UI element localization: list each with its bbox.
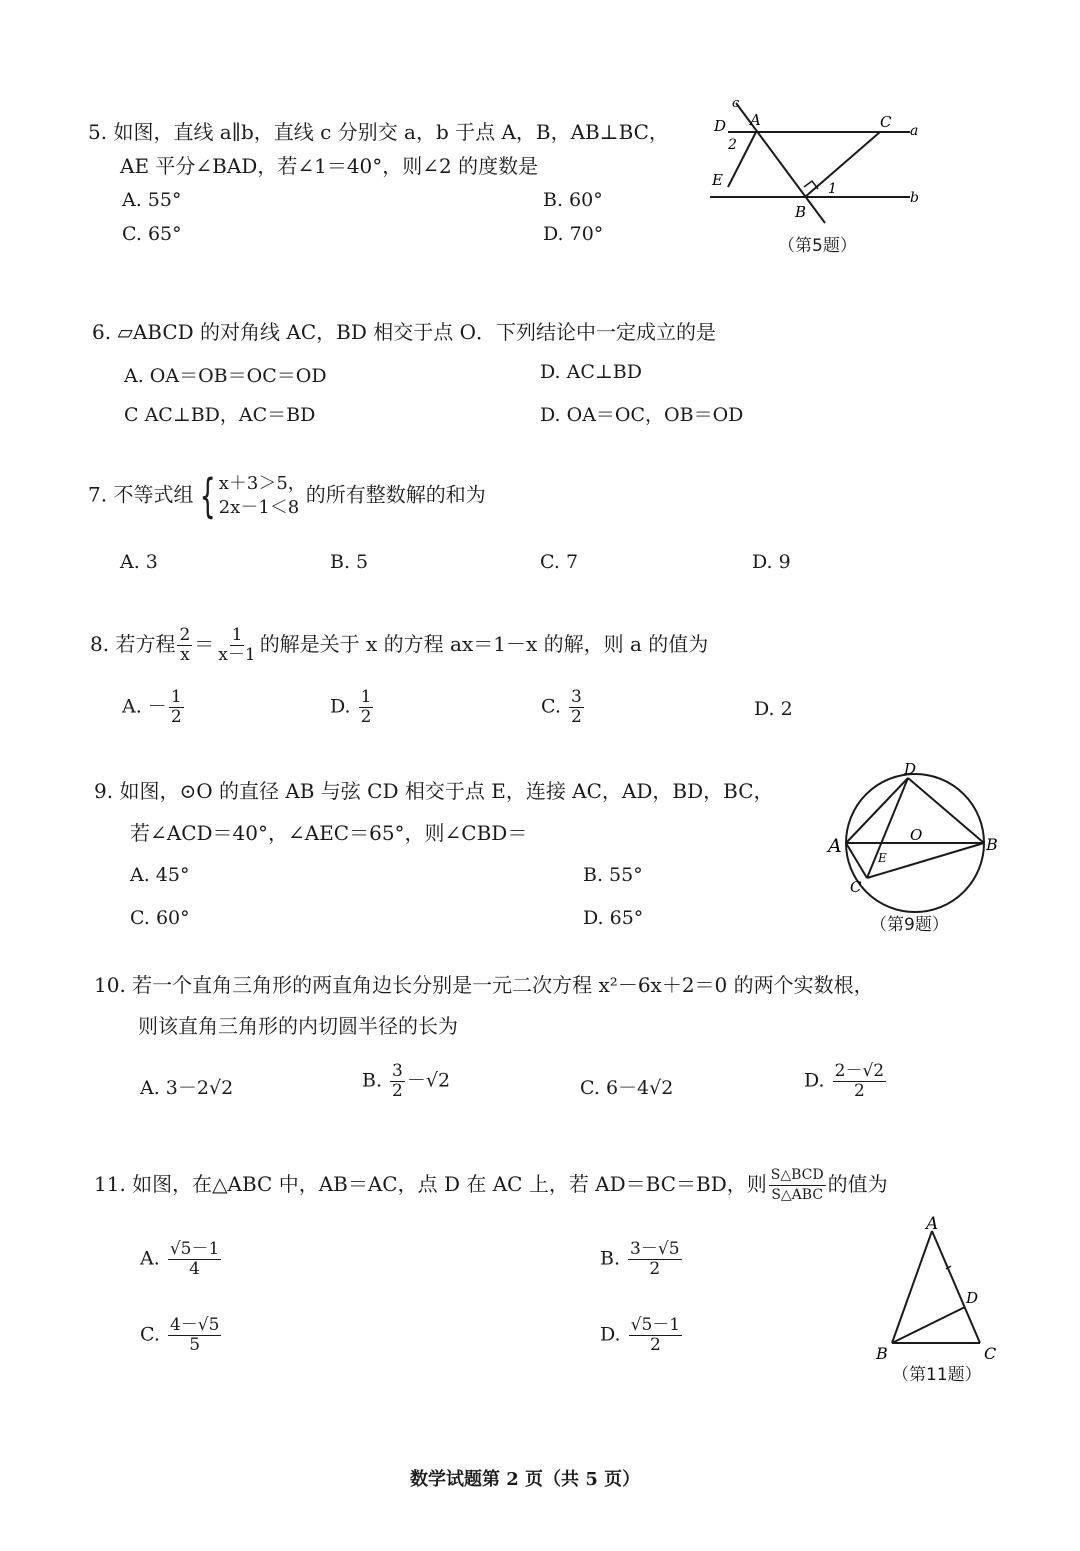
q6-option-b: D. AC⊥BD <box>540 361 642 383</box>
q10-option-d: D. $\frac{2-√2}{2}$ <box>804 1061 885 1101</box>
q8-option-c: C. $\frac{3}{2}$ <box>541 687 582 727</box>
label: B <box>795 203 807 221</box>
q9-option-d: D. 65° <box>583 907 644 929</box>
q5-option-c: C. 65° <box>122 223 182 245</box>
inequality-system: { x＋3＞5， 2x－1＜8 <box>200 469 306 523</box>
q10-option-b: B. $\frac{3}{2}$ －√2 <box>362 1061 451 1101</box>
q8-prefix: 8. 若方程 <box>90 632 176 656</box>
q10-option-a: A. 3－2√2 <box>140 1077 234 1099</box>
label: 2 <box>728 137 737 153</box>
label: a <box>910 123 919 139</box>
q7-stem <box>88 469 486 523</box>
q5-figure-caption: （第5题） <box>778 236 857 256</box>
fraction: $\frac{2}{x}$ <box>179 625 191 665</box>
q6-option-a: A. OA＝OB＝OC＝OD <box>124 365 327 387</box>
label: C <box>880 113 892 131</box>
label: C <box>850 878 862 896</box>
inequality-line2: 2x－1＜8 <box>218 497 300 518</box>
label: B <box>986 835 998 854</box>
q11-option-d: D. $\frac{√5-1}{2}$ <box>600 1315 681 1355</box>
label: A <box>750 111 761 129</box>
q5-stem-line2: AE 平分∠BAD，若∠1＝40°，则∠2 的度数是 <box>120 154 539 178</box>
label: E <box>712 171 723 189</box>
q7-option-c: C. 7 <box>540 551 579 573</box>
q5-stem-line1: 5. 如图，直线 a∥b，直线 c 分别交 a，b 于点 A，B，AB⊥BC， <box>88 120 669 144</box>
q6-stem: 6. ▱ABCD 的对角线 AC，BD 相交于点 O．下列结论中一定成立的是 <box>92 320 716 344</box>
q8-stem <box>90 626 708 665</box>
label: c <box>732 96 740 111</box>
equals-sign: ＝ <box>194 632 215 656</box>
fraction: $\frac{1}{x-1}$ <box>218 625 256 665</box>
q7-prefix: 7. 不等式组 <box>88 482 194 507</box>
inequality-line1: x＋3＞5， <box>218 473 306 494</box>
q5-option-b: B. 60° <box>543 189 603 211</box>
chord-cd <box>867 778 908 878</box>
label: O <box>910 826 923 844</box>
q6-option-c: C AC⊥BD，AC＝BD <box>124 404 316 426</box>
label: A <box>926 1214 939 1234</box>
q9-option-c: C. 60° <box>130 907 190 929</box>
q9-option-b: B. 55° <box>583 864 643 886</box>
label: A <box>828 835 842 857</box>
q8-option-d: D. 2 <box>754 698 793 720</box>
q11-prefix: 11. 如图，在△ABC 中，AB＝AC，点 D 在 AC 上，若 AD＝BC＝BD，则 <box>94 1172 767 1196</box>
fraction: $\frac{\text{S△BCD}}{\text{S△ABC}}$ <box>770 1167 824 1203</box>
label: D <box>714 117 727 135</box>
q11-option-a: A. $\frac{√5-1}{4}$ <box>140 1239 220 1279</box>
q11-figure <box>870 1215 1010 1365</box>
label: B <box>876 1344 888 1363</box>
side-ac <box>932 1231 980 1343</box>
q10-stem-line1: 10. 若一个直角三角形的两直角边长分别是一元二次方程 x²－6x＋2＝0 的两个实数根， <box>94 973 874 997</box>
q7-option-d: D. 9 <box>752 551 791 573</box>
label: D <box>966 1289 979 1307</box>
label: D <box>904 760 917 778</box>
q7-option-a: A. 3 <box>120 551 158 573</box>
label: 1 <box>828 181 837 197</box>
q9-figure-caption: （第9题） <box>870 915 949 935</box>
q11-figure-caption: （第11题） <box>892 1365 982 1385</box>
q10-option-c: C. 6－4√2 <box>580 1077 674 1099</box>
q11-stem <box>94 1166 888 1205</box>
q11-option-c: C. $\frac{4-√5}{5}$ <box>140 1315 220 1355</box>
q6-option-d: D. OA＝OC，OB＝OD <box>540 404 744 426</box>
q9-stem-line2: 若∠ACD＝40°，∠AEC＝65°，则∠CBD＝ <box>130 821 528 845</box>
label: b <box>910 190 919 206</box>
q5-option-a: A. 55° <box>122 189 182 211</box>
q5-option-d: D. 70° <box>543 223 604 245</box>
q7-suffix: 的所有整数解的和为 <box>305 482 486 507</box>
q10-stem-line2: 则该直角三角形的内切圆半径的长为 <box>138 1014 458 1038</box>
q8-option-b: D. $\frac{1}{2}$ <box>330 687 372 727</box>
label: C <box>984 1344 997 1363</box>
segment-ad <box>846 778 908 843</box>
label: E <box>878 851 887 865</box>
q7-option-b: B. 5 <box>330 551 369 573</box>
q11-suffix: 的值为 <box>827 1172 888 1196</box>
q9-stem-line1: 9. 如图，⊙O 的直径 AB 与弦 CD 相交于点 E，连接 AC，AD，BD，BC， <box>94 779 774 803</box>
q11-option-b: B. $\frac{3-√5}{2}$ <box>600 1239 680 1279</box>
page-footer: 数学试题第 2 页（共 5 页） <box>410 1469 641 1490</box>
q8-suffix: 的解是关于 x 的方程 ax＝1－x 的解，则 a 的值为 <box>259 632 709 656</box>
q8-option-a: A. － $\frac{1}{2}$ <box>122 687 182 727</box>
q9-figure <box>820 760 1010 910</box>
q9-option-a: A. 45° <box>130 864 190 886</box>
